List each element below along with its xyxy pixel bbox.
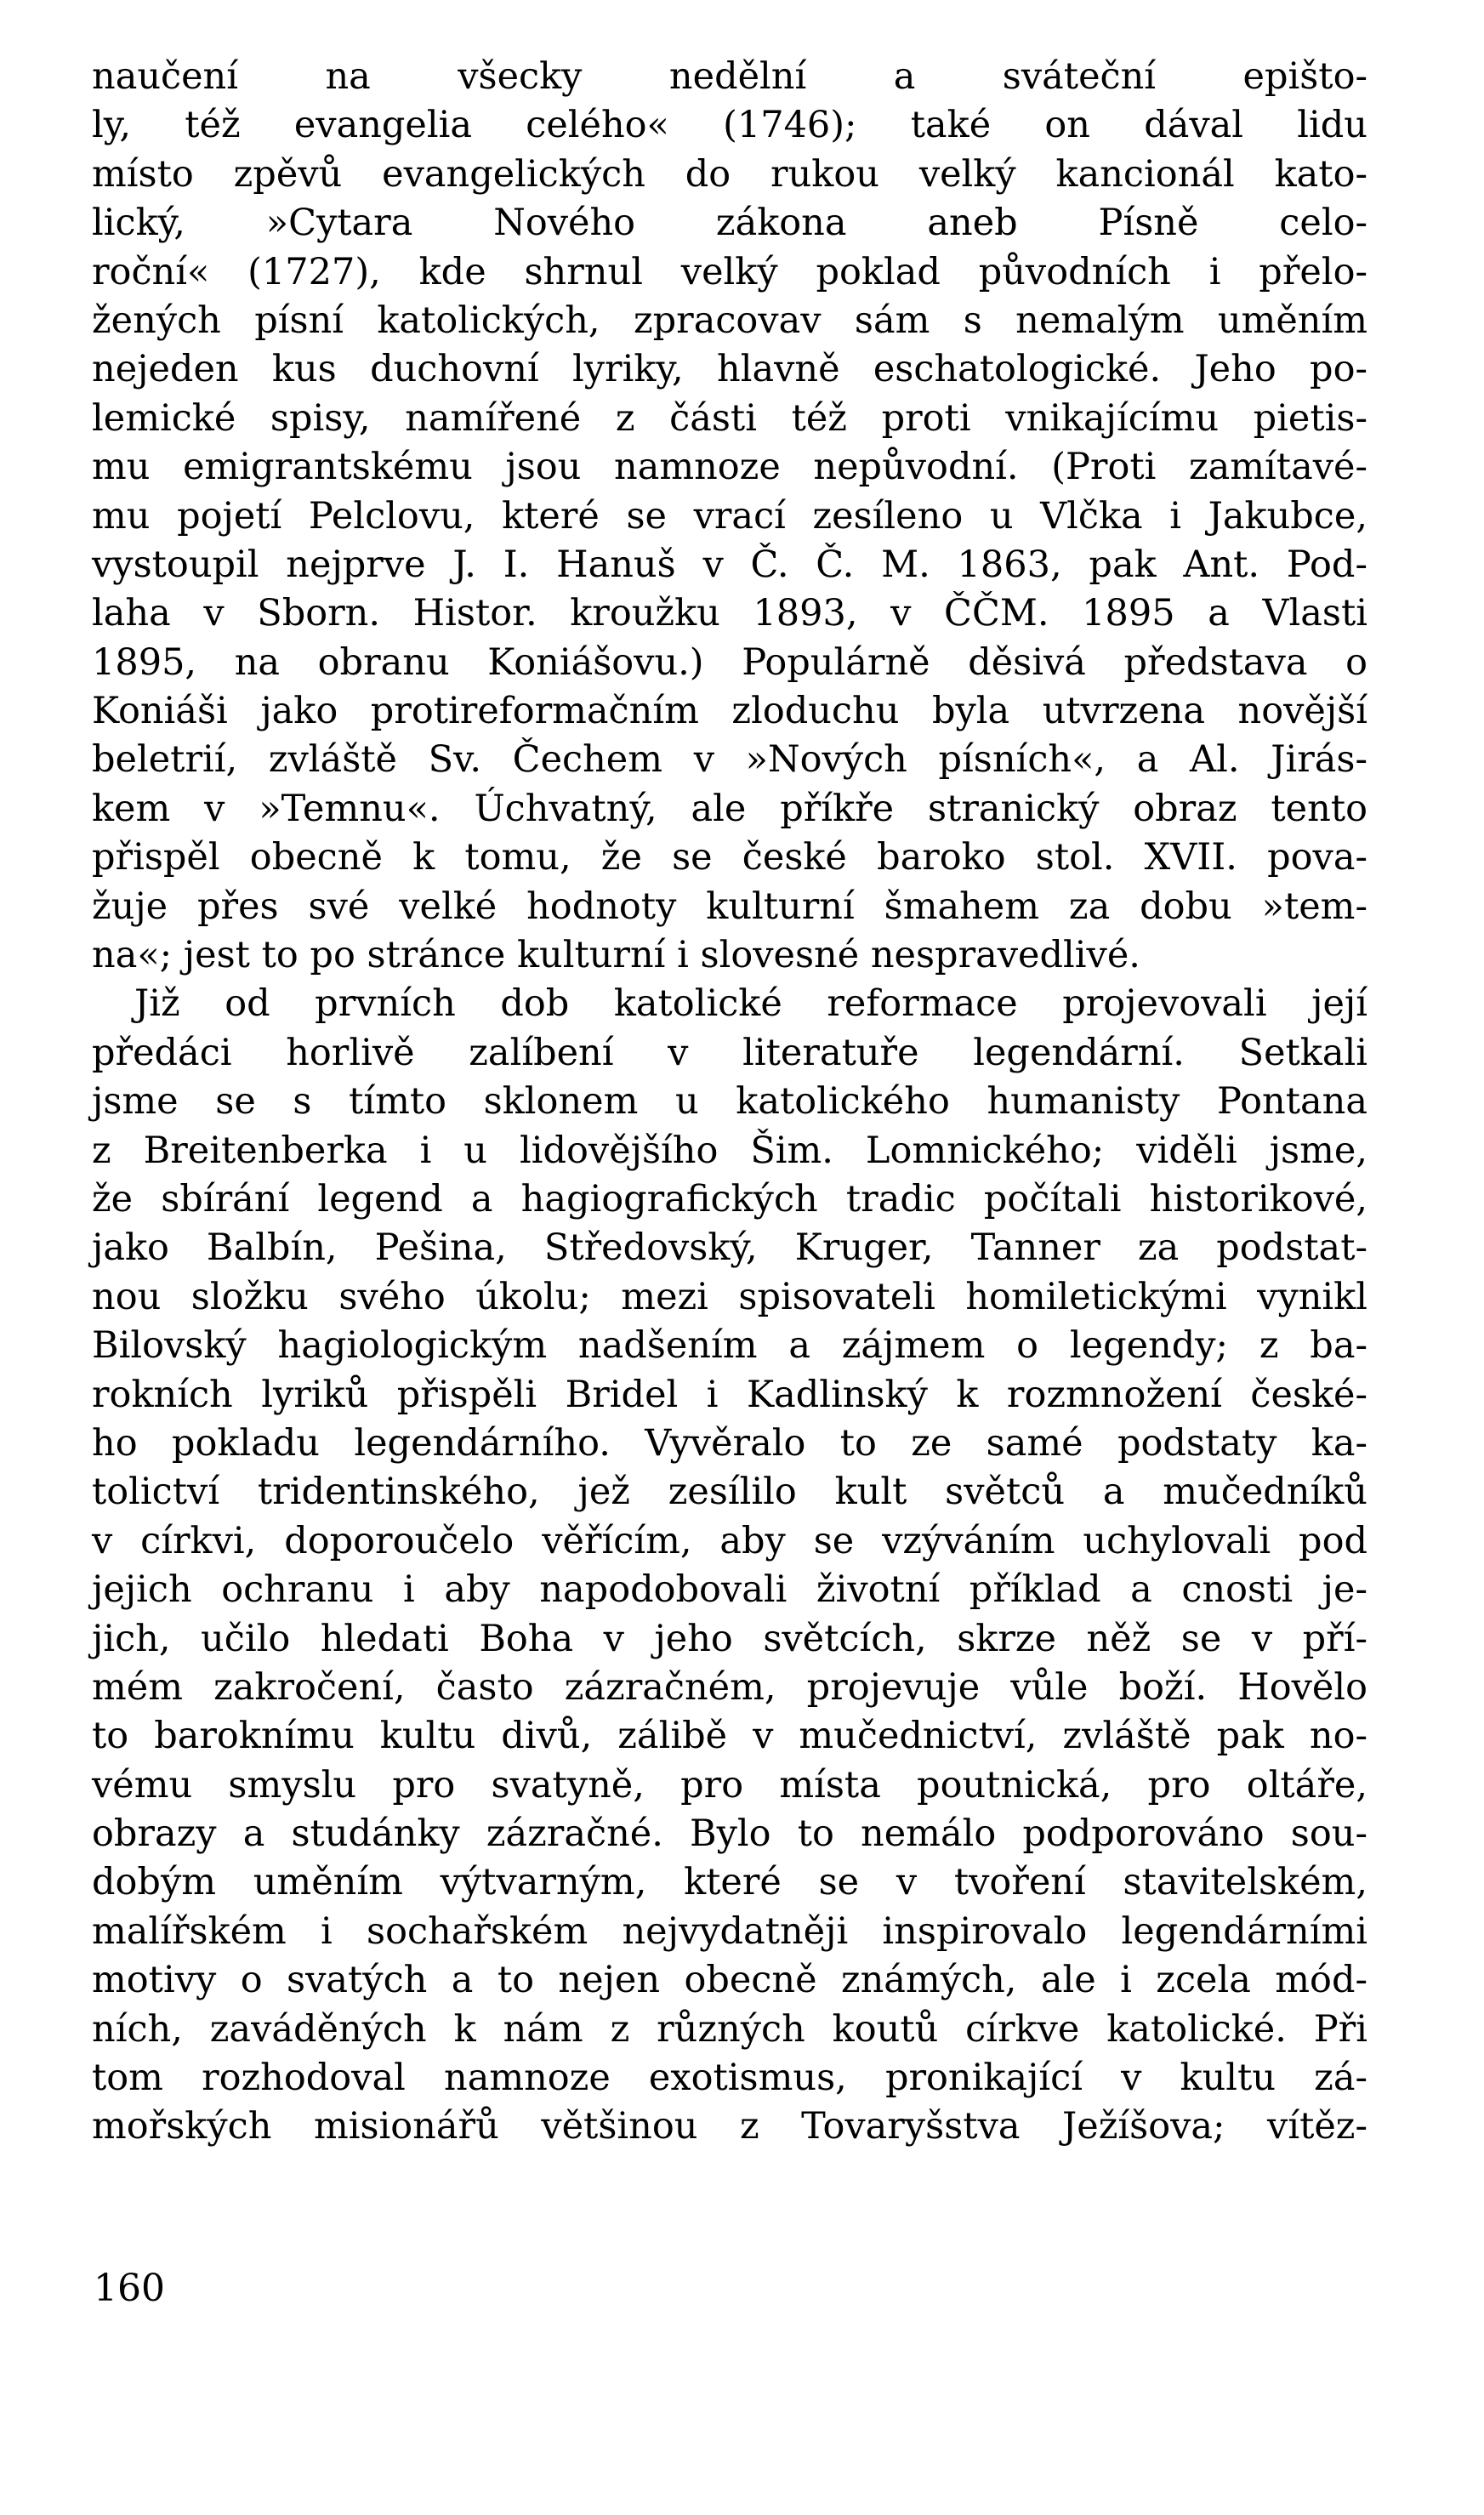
- text-line: vému smyslu pro svatyně, pro místa poutnická, pro oltáře,: [92, 1763, 1367, 1807]
- text-line: to baroknímu kultu divů, zálibě v mučednictví, zvláště pak no-: [92, 1715, 1367, 1758]
- text-line: dobým uměním výtvarným, které se v tvoření stavitelském,: [92, 1861, 1367, 1904]
- body-text: [92, 53, 1367, 2152]
- text-line: rokních lyriků přispěli Bridel i Kadlinský k rozmnožení české-: [92, 1373, 1367, 1416]
- text-line: obrazy a studánky zázračné. Bylo to nemálo podporováno sou-: [92, 1812, 1367, 1856]
- text-line: na«; jest to po stránce kulturní i slovesné nespravedlivé.: [92, 934, 1140, 977]
- text-line: jako Balbín, Pešina, Středovský, Kruger, Tanner za podstat-: [92, 1226, 1367, 1270]
- text-line: v církvi, doporoučelo věřícím, aby se vzýváním uchylovali pod: [92, 1519, 1367, 1562]
- text-line: vystoupil nejprve J. I. Hanuš v Č. Č. M. 1863, pak Ant. Pod-: [92, 543, 1367, 586]
- text-line: mu pojetí Pelclovu, které se vrací zesíleno u Vlčka i Jakubce,: [92, 494, 1367, 538]
- text-line: beletrií, zvláště Sv. Čechem v »Nových písních«, a Al. Jirás-: [92, 738, 1367, 782]
- text-line: mu emigrantskému jsou namnoze nepůvodní. (Proti zamítavé-: [92, 446, 1367, 489]
- page-number: 160: [94, 2267, 165, 2310]
- text-line: roční« (1727), kde shrnul velký poklad původních i přelo-: [92, 250, 1367, 293]
- text-line: žuje přes své velké hodnoty kulturní šmahem za dobu »tem-: [92, 885, 1367, 928]
- text-line: Koniáši jako protireformačním zloduchu byla utvrzena novější: [92, 690, 1367, 733]
- text-line: Bilovský hagiologickým nadšením a zájmem o legendy; z ba-: [92, 1324, 1367, 1368]
- text-line: ho pokladu legendárního. Vyvěralo to ze samé podstaty ka-: [92, 1421, 1367, 1465]
- text-line: lemické spisy, namířené z části též proti vnikajícímu pietis-: [92, 396, 1367, 440]
- text-line: kem v »Temnu«. Úchvatný, ale příkře stranický obraz tento: [92, 787, 1367, 830]
- text-line: přispěl obecně k tomu, že se české baroko stol. XVII. pova-: [92, 836, 1367, 879]
- text-line: žených písní katolických, zpracovav sám s nemalým uměním: [92, 299, 1367, 342]
- text-line: tolictví tridentinského, jež zesílilo kult světců a mučedníků: [92, 1471, 1367, 1514]
- text-line: 1895, na obranu Koniášovu.) Populárně děsivá představa o: [92, 640, 1367, 684]
- text-line: ly, též evangelia celého« (1746); také on dával lidu: [92, 104, 1367, 147]
- text-line: že sbírání legend a hagiografických tradic počítali historikové,: [92, 1177, 1367, 1221]
- text-line: malířském i sochařském nejvydatněji inspirovalo legendárními: [92, 1909, 1367, 1953]
- text-line: lický, »Cytara Nového zákona aneb Písně celo-: [92, 202, 1367, 245]
- text-line: jsme se s tímto sklonem u katolického humanisty Pontana: [92, 1080, 1367, 1124]
- text-line: mořských misionářů většinou z Tovaryšstva Ježíšova; vítěz-: [92, 2105, 1367, 2148]
- text-line: předáci horlivě zalíbení v literatuře legendární. Setkali: [92, 1031, 1367, 1074]
- text-line: Již od prvních dob katolické reformace projevovali její: [134, 982, 1367, 1026]
- text-line: motivy o svatých a to nejen obecně známých, ale i zcela mód-: [92, 1959, 1367, 2002]
- text-line: ních, zaváděných k nám z různých koutů církve katolické. Při: [92, 2007, 1367, 2051]
- text-line: tom rozhodoval namnoze exotismus, pronikající v kultu zá-: [92, 2057, 1367, 2100]
- text-line: nejeden kus duchovní lyriky, hlavně eschatologické. Jeho po-: [92, 348, 1367, 391]
- text-line: naučení na všecky nedělní a sváteční epišto-: [92, 55, 1367, 98]
- text-line: jich, učilo hledati Boha v jeho světcích, skrze něž se v pří-: [92, 1617, 1367, 1660]
- text-line: jejich ochranu i aby napodobovali životní příklad a cnosti je-: [92, 1568, 1367, 1612]
- text-line: nou složku svého úkolu; mezi spisovateli homiletickými vynikl: [92, 1275, 1367, 1318]
- text-line: laha v Sborn. Histor. kroužku 1893, v ČČM. 1895 a Vlasti: [92, 592, 1367, 635]
- text-line: z Breitenberka i u lidovějšího Šim. Lomnického; viděli jsme,: [92, 1129, 1367, 1172]
- text-line: místo zpěvů evangelických do rukou velký kancionál kato-: [92, 152, 1367, 196]
- text-line: mém zakročení, často zázračném, projevuje vůle boží. Hovělo: [92, 1665, 1367, 1709]
